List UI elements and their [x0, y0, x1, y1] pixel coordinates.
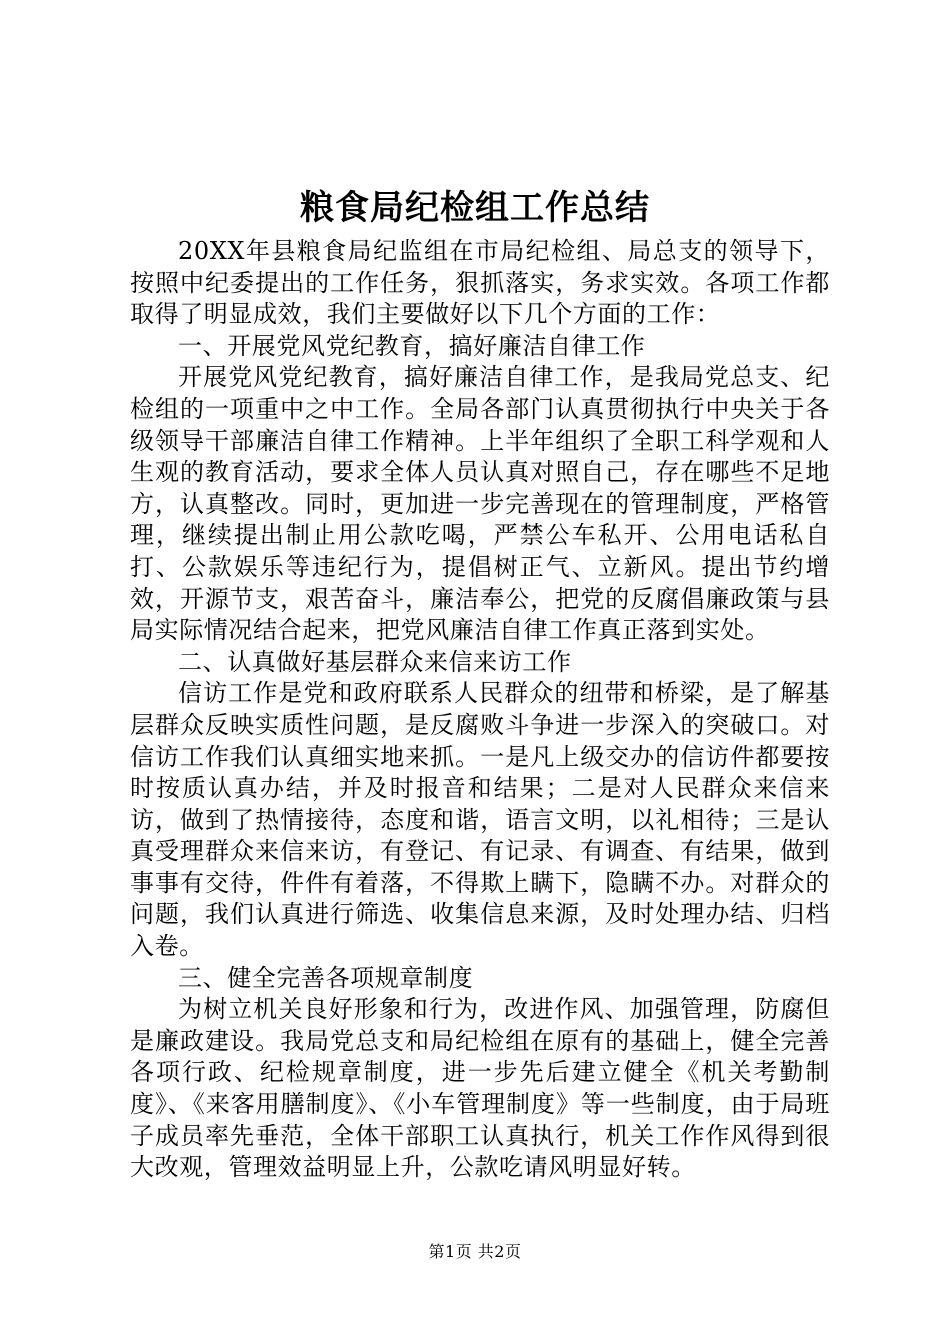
section-1-heading: 一、开展党风党纪教育，搞好廉洁自律工作 — [178, 331, 646, 360]
intro-paragraph: 20XX年县粮食局纪监组在市局纪检组、局总支的领导下，按照中纪委提出的工作任务，狠抓落实，务求实效。各项工作都取得了明显成效，我们主要做好以下几个方面的工作： — [130, 237, 830, 329]
section-3-heading: 三、健全完善各项规章制度 — [178, 963, 474, 992]
document-title: 粮食局纪检组工作总结 — [300, 188, 650, 228]
section-3-body: 为树立机关良好形象和行为，改进作风、加强管理，防腐但是廉政建设。我局党总支和局纪检组在原有的基础上，健全完善各项行政、纪检规章制度，进一步先后建立健全《机关考勤制度》、《来客用膳制度》、《小车管理制度》等一些制度，由于局班子成员率先垂范，全体干部职工认真执行，机关工作作风得到很大改观，管理效益明显上升，公款吃请风明显好转。 — [130, 995, 830, 1182]
section-1-body: 开展党风党纪教育，搞好廉洁自律工作，是我局党总支、纪检组的一项重中之中工作。全局各部门认真贯彻执行中央关于各级领导干部廉洁自律工作精神。上半年组织了全职工科学观和人生观的教育活动，要求全体人员认真对照自己，存在哪些不足地方，认真整改。同时，更加进一步完善现在的管理制度，严格管理，继续提出制止用公款吃喝，严禁公车私开、公用电话私自打、公款娱乐等违纪行为，提倡树正气、立新风。提出节约增效，开源节支，艰苦奋斗，廉洁奉公，把党的反腐倡廉政策与县局实际情况结合起来，把党风廉洁自律工作真正落到实处。 — [130, 363, 830, 645]
section-2-heading: 二、认真做好基层群众来信来访工作 — [178, 647, 572, 676]
document-body — [130, 236, 830, 1184]
page-number-footer: 第1页 共2页 — [428, 1242, 522, 1261]
section-2-body: 信访工作是党和政府联系人民群众的纽带和桥梁，是了解基层群众反映实质性问题，是反腐败斗争进一步深入的突破口。对信访工作我们认真细实地来抓。一是凡上级交办的信访件都要按时按质认真办结，并及时报音和结果；二是对人民群众来信来访，做到了热情接待，态度和谐，语言文明，以礼相待；三是认真受理群众来信来访，有登记、有记录、有调查、有结果，做到事事有交待，件件有着落，不得欺上瞒下，隐瞒不办。对群众的问题，我们认真进行筛选、收集信息来源，及时处理办结、归档入卷。 — [130, 679, 830, 961]
